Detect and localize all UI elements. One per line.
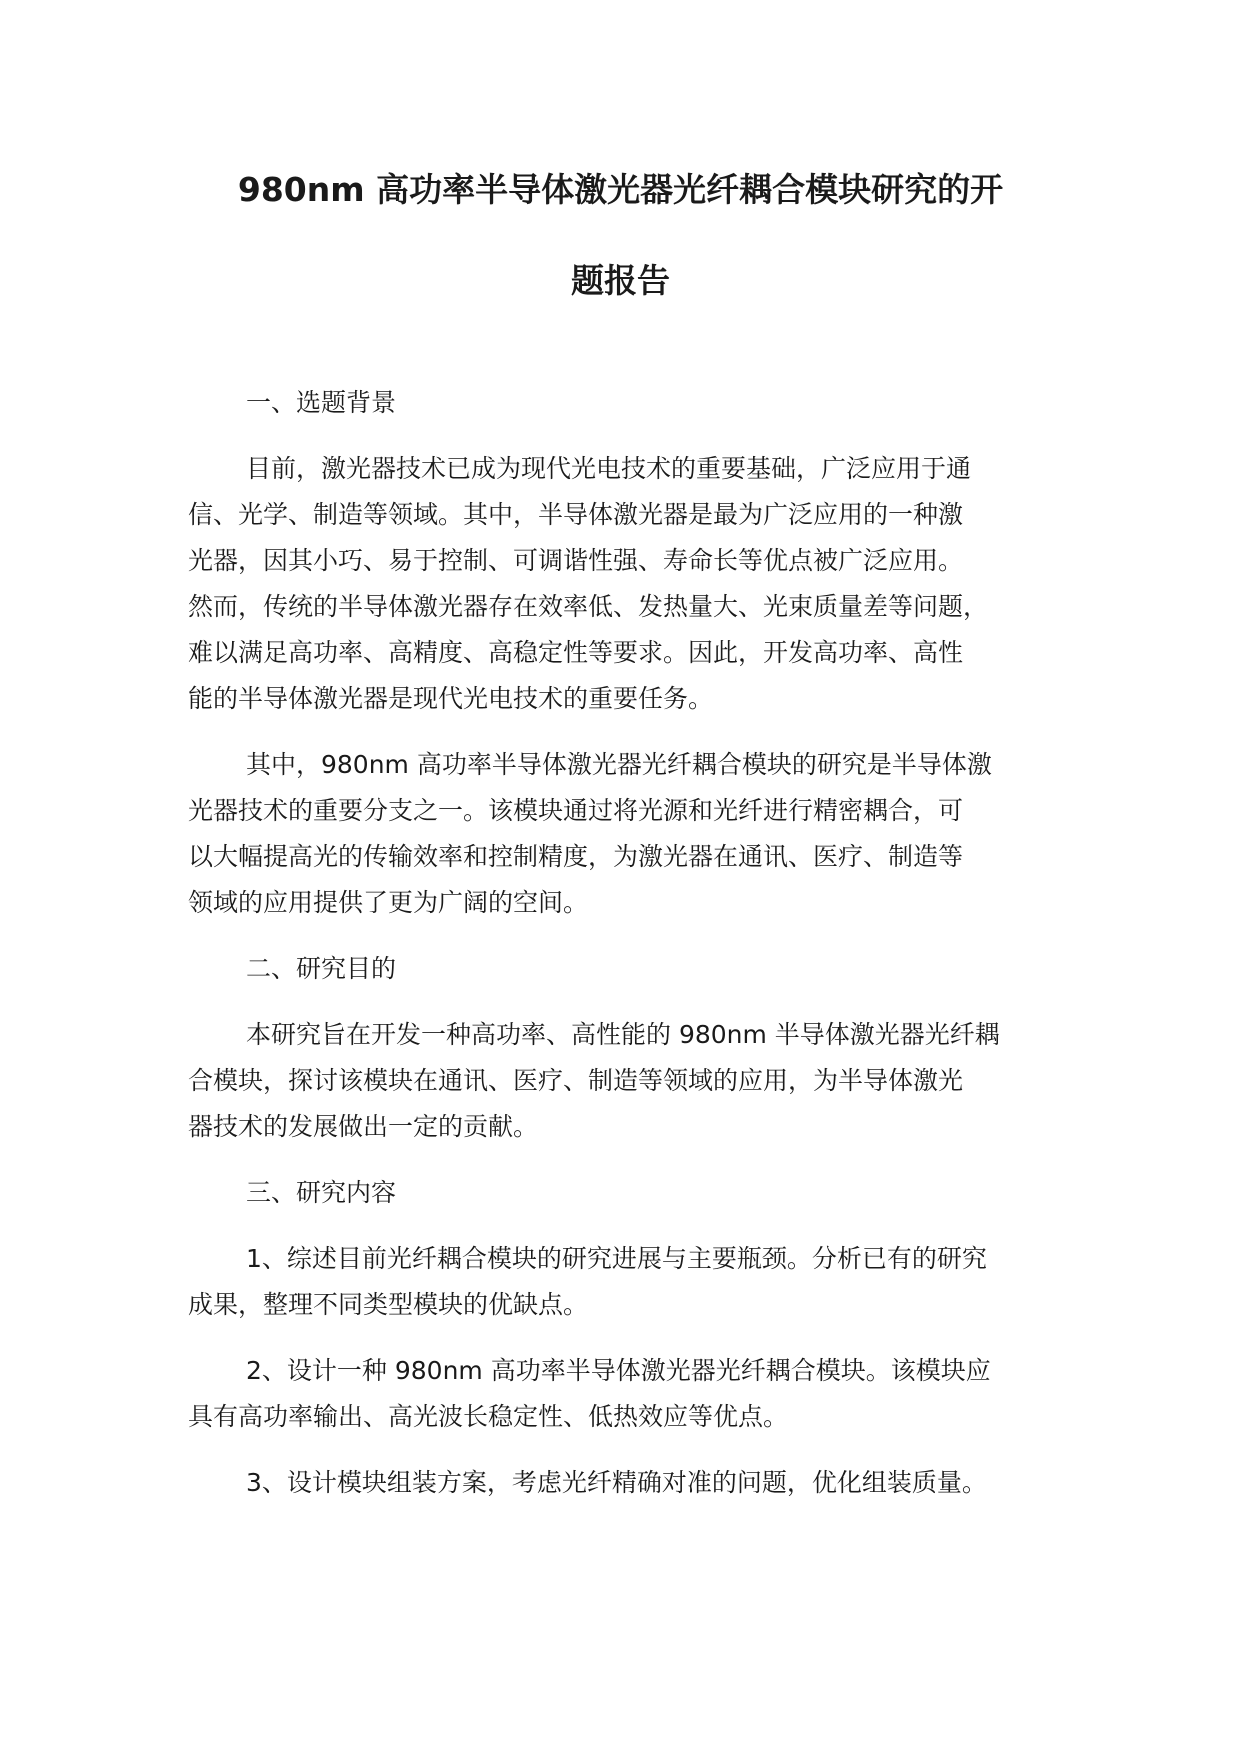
document-body	[188, 380, 1078, 1526]
text-line: 3、设计模块组装方案，考虑光纤精确对准的问题，优化组装质量。	[246, 1468, 987, 1497]
text-line: 器技术的发展做出一定的贡献。	[188, 1112, 539, 1141]
text-line: 2、设计一种 980nm 高功率半导体激光器光纤耦合模块。该模块应	[246, 1356, 991, 1385]
text-line: 领域的应用提供了更为广阔的空间。	[188, 888, 589, 917]
paragraph-background-2	[188, 742, 1078, 926]
text-line: 光器，因其小巧、易于控制、可调谐性强、寿命长等优点被广泛应用。	[188, 546, 964, 575]
paragraph-purpose	[188, 1012, 1078, 1150]
text-line: 能的半导体激光器是现代光电技术的重要任务。	[188, 684, 714, 713]
text-line: 目前，激光器技术已成为现代光电技术的重要基础，广泛应用于通	[246, 454, 972, 483]
paragraph-background-1	[188, 446, 1078, 722]
text-line: 信、光学、制造等领域。其中，半导体激光器是最为广泛应用的一种激	[188, 500, 964, 529]
list-item-content-3	[188, 1460, 1078, 1506]
list-item-content-1	[188, 1236, 1078, 1328]
text-line: 以大幅提高光的传输效率和控制精度，为激光器在通讯、医疗、制造等	[188, 842, 964, 871]
text-line: 具有高功率输出、高光波长稳定性、低热效应等优点。	[188, 1402, 789, 1431]
text-line: 然而，传统的半导体激光器存在效率低、发热量大、光束质量差等问题，	[188, 592, 989, 621]
title-line-2: 题报告	[571, 261, 670, 300]
text-line: 合模块，探讨该模块在通讯、医疗、制造等领域的应用，为半导体激光	[188, 1066, 964, 1095]
document-title	[150, 170, 1091, 301]
text-line: 难以满足高功率、高精度、高稳定性等要求。因此，开发高功率、高性	[188, 638, 964, 667]
list-item-content-2	[188, 1348, 1078, 1440]
text-line: 其中，980nm 高功率半导体激光器光纤耦合模块的研究是半导体激	[246, 750, 992, 779]
section-heading-purpose: 二、研究目的	[246, 954, 397, 983]
title-line-1: 980nm 高功率半导体激光器光纤耦合模块研究的开	[237, 170, 1004, 209]
text-line: 1、综述目前光纤耦合模块的研究进展与主要瓶颈。分析已有的研究	[246, 1244, 987, 1273]
text-line: 本研究旨在开发一种高功率、高性能的 980nm 半导体激光器光纤耦	[246, 1020, 1000, 1049]
section-heading-background: 一、选题背景	[246, 388, 397, 417]
section-heading-content: 三、研究内容	[246, 1178, 397, 1207]
text-line: 光器技术的重要分支之一。该模块通过将光源和光纤进行精密耦合，可	[188, 796, 964, 825]
text-line: 成果，整理不同类型模块的优缺点。	[188, 1290, 589, 1319]
